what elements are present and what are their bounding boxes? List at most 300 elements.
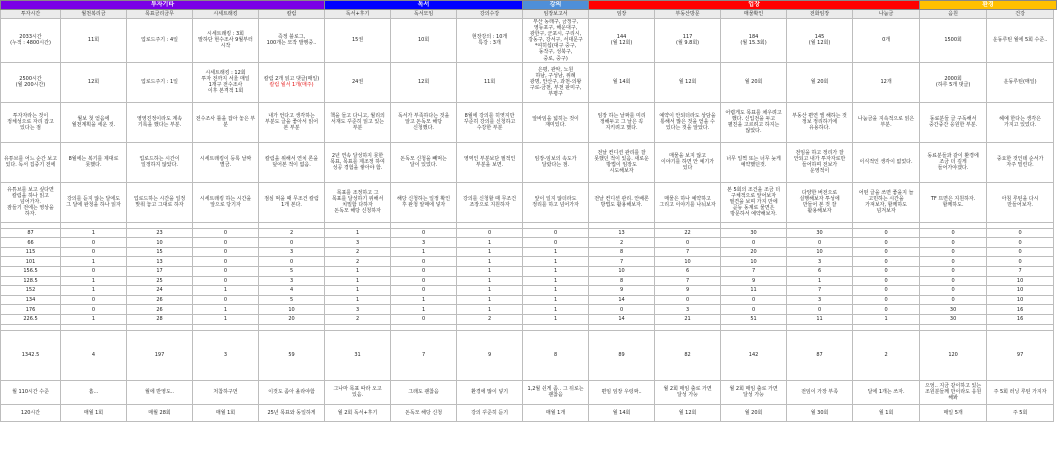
cell[interactable]: 1 xyxy=(325,228,391,238)
cell[interactable]: 144 (월 12회) xyxy=(589,19,655,63)
cell[interactable]: 1 xyxy=(523,267,589,277)
cell[interactable]: 25 xyxy=(127,276,193,286)
cell[interactable]: 시세트래킹 : 3회 말하단 현수조사 9월부터 시작 xyxy=(193,19,259,63)
cell[interactable]: 나눔금을 지속적으로 읽은 부분. xyxy=(853,102,920,142)
cell[interactable]: 0 xyxy=(391,228,457,238)
cell[interactable]: 운동루틴 월에 5회 수준.. xyxy=(987,19,1054,63)
cell[interactable]: 1,2월 쉰게 좀.. 그 뒤로는 괜찮음 xyxy=(523,380,589,404)
cell[interactable]: 120 xyxy=(920,330,987,380)
cell[interactable]: 3 xyxy=(787,295,853,305)
cell[interactable]: 10회 xyxy=(391,19,457,63)
cell[interactable]: 115 xyxy=(1,247,61,257)
cell[interactable]: 2 xyxy=(853,330,920,380)
cell[interactable]: 152 xyxy=(1,286,61,296)
cell[interactable]: 매물을 보지 않고 이야기를 하면 안 예기가 있다 xyxy=(655,142,721,182)
cell[interactable]: 0 xyxy=(61,238,127,248)
cell[interactable]: 117 (월 9.8회) xyxy=(655,19,721,63)
cell[interactable]: 0 xyxy=(391,257,457,267)
cell[interactable]: 0 xyxy=(589,305,655,315)
cell[interactable]: 0 xyxy=(193,257,259,267)
cell[interactable]: 11회 xyxy=(457,62,523,102)
cell[interactable]: 주 5회 러닝 루틴 가지자 xyxy=(987,380,1054,404)
cell[interactable]: 0 xyxy=(853,247,920,257)
cell[interactable]: 0 xyxy=(61,247,127,257)
cell[interactable]: 2년 연속 달성하지 못한 목표, 목표를 제조정 하여 성공 경험을 쌓아야 함. xyxy=(325,142,391,182)
cell[interactable]: 8월에는 복기를 제대로 못했다. xyxy=(61,142,127,182)
cell[interactable]: 10 xyxy=(655,257,721,267)
cell[interactable]: 16 xyxy=(987,305,1054,315)
cell[interactable]: 8 xyxy=(523,330,589,380)
cell[interactable]: 26 xyxy=(127,295,193,305)
cell[interactable]: 15 xyxy=(127,247,193,257)
cell[interactable]: 0 xyxy=(259,238,325,248)
cell[interactable]: 21 xyxy=(655,315,721,325)
cell[interactable]: 184 (월 15.3회) xyxy=(721,19,787,63)
cell[interactable]: 24 xyxy=(127,286,193,296)
cell[interactable]: 1 xyxy=(193,315,259,325)
cell[interactable]: 매월 1회 xyxy=(193,404,259,421)
cell[interactable]: 1 xyxy=(193,305,259,315)
cell[interactable]: 0 xyxy=(61,305,127,315)
cell[interactable]: 영영진정이라도 계속 기록을 했다는 부분. xyxy=(127,102,193,142)
cell[interactable]: 142 xyxy=(721,330,787,380)
cell[interactable]: 1342.5 xyxy=(1,330,61,380)
cell[interactable]: 편임 임장 우렁짜.. xyxy=(589,380,655,404)
cell[interactable]: 주 5회 xyxy=(987,404,1054,421)
cell[interactable]: 0 xyxy=(920,247,987,257)
cell[interactable]: 0 xyxy=(853,286,920,296)
cell[interactable]: 0 xyxy=(193,247,259,257)
cell[interactable]: 20 xyxy=(259,315,325,325)
cell[interactable]: 월 2회 매임 출로 가면 달성 가능 xyxy=(655,380,721,404)
column-header[interactable]: 독서모임 xyxy=(391,10,457,19)
cell[interactable]: 본 5회의 조건을 조금 더 구체적으로 앞어보자 필견을 보며 가지 만에 곧등 동계로 물면은 방문하서 예약해보자. xyxy=(721,182,787,222)
category-header[interactable]: 환경 xyxy=(920,1,1057,10)
cell[interactable]: 0 xyxy=(523,228,589,238)
cell[interactable]: 칼럼을 위해서 연치 론을 덮어본 적이 없음. xyxy=(259,142,325,182)
cell[interactable]: 22 xyxy=(655,228,721,238)
cell[interactable]: 월 2회 독서+후기 xyxy=(325,404,391,421)
cell[interactable]: 1 xyxy=(457,276,523,286)
cell[interactable]: 1500회 xyxy=(920,19,987,63)
cell[interactable]: 업로드하는 시간을 일정 맞춰 놓고 그대로 하자 xyxy=(127,182,193,222)
cell[interactable]: 0 xyxy=(787,305,853,315)
cell[interactable]: 7 xyxy=(655,276,721,286)
cell[interactable]: 8월에 강의를 히엿지만 꾸준히 강의를 신청하고 수강한 부분 xyxy=(457,102,523,142)
cell[interactable]: 1 xyxy=(853,315,920,325)
cell[interactable]: 2 xyxy=(259,228,325,238)
cell[interactable]: 시세트래킹 하는 시간을 앞으로 당기자 xyxy=(193,182,259,222)
cell[interactable]: 해당 신청하는 일정 확인 후 완청 알매에 넣자 xyxy=(391,182,457,222)
cell[interactable]: 3 xyxy=(787,257,853,267)
cell[interactable]: 0 xyxy=(457,228,523,238)
cell[interactable]: 11회 xyxy=(61,19,127,63)
cell[interactable]: 8 xyxy=(589,247,655,257)
cell[interactable]: 은평, 관악, 노원 하남, 구성남, 위례 광명, 안산구, 과천-의왕 구로-금천, 부천 판미구, 부평구 xyxy=(523,62,589,102)
cell[interactable]: 0 xyxy=(920,267,987,277)
cell[interactable]: 시세트래킹 : 12회 투자 전까지 서울 매일 1개구 전수조사 이후 본격적 1회 xyxy=(193,62,259,102)
cell[interactable]: 목표를 조정하고 그 목표를 달성하기 위해서 치밀함 다하자 돈독모 해당 신청하자 xyxy=(325,182,391,222)
cell[interactable]: 운동루틴(매일) xyxy=(987,62,1054,102)
cell[interactable]: 돈독모 해당 신청 xyxy=(391,404,457,421)
cell[interactable]: 흠... xyxy=(61,380,127,404)
cell[interactable]: 10 xyxy=(787,247,853,257)
cell[interactable]: 1 xyxy=(325,267,391,277)
cell[interactable]: 23 xyxy=(127,228,193,238)
cell[interactable]: 24권 xyxy=(325,62,391,102)
cell[interactable]: 30 xyxy=(787,228,853,238)
column-header[interactable]: 건강 xyxy=(987,10,1054,19)
cell[interactable]: 0 xyxy=(987,247,1054,257)
cell[interactable]: 부동산 편연 엘 해하는 것 정보 정리하기에 유용하다. xyxy=(787,102,853,142)
cell[interactable]: 0 xyxy=(987,257,1054,267)
cell[interactable]: 월 2회 매임 출로 가면 달성 가능 xyxy=(721,380,787,404)
cell[interactable]: 12개 xyxy=(853,62,920,102)
cell[interactable]: 1 xyxy=(61,315,127,325)
cell[interactable]: 예약이 안되더라도 상담을 통해서 많은 것을 얻을 수 있다는 것을 알았다. xyxy=(655,102,721,142)
cell[interactable]: 이식적인 생각이 없었다. xyxy=(853,142,920,182)
cell[interactable]: 업로드하는 시간이 일정하지 않았다. xyxy=(127,142,193,182)
cell[interactable]: 3 xyxy=(259,276,325,286)
cell[interactable]: 59 xyxy=(259,330,325,380)
column-header[interactable]: 투자시간 xyxy=(1,10,61,19)
cell[interactable]: 임장 하는 날짜를 미리 정해두고 그 날은 꼭 지키려고 했다. xyxy=(589,102,655,142)
cell[interactable]: 이것도 좀아 올라야함 xyxy=(259,380,325,404)
cell[interactable]: 87 xyxy=(1,228,61,238)
cell[interactable]: 1 xyxy=(523,295,589,305)
cell[interactable]: 돈독모 신청을 빼먹는 달이 있었다. xyxy=(391,142,457,182)
cell[interactable]: 7 xyxy=(721,267,787,277)
cell[interactable]: 2 xyxy=(589,238,655,248)
cell[interactable]: 2 xyxy=(325,315,391,325)
cell[interactable]: 그나마 목표 따라 오고 있음. xyxy=(325,380,391,404)
cell[interactable]: 10 xyxy=(987,295,1054,305)
cell[interactable]: 점심 먹을 때 무조건 칼럼 1개 본다. xyxy=(259,182,325,222)
cell[interactable]: 1 xyxy=(523,286,589,296)
cell[interactable]: 0 xyxy=(853,228,920,238)
cell[interactable]: 0 xyxy=(391,315,457,325)
cell[interactable]: 0 xyxy=(853,257,920,267)
cell[interactable]: 2500시간 (월 200시간) xyxy=(1,62,61,102)
cell[interactable]: 26 xyxy=(127,305,193,315)
cell[interactable]: 월에 반영도.. xyxy=(127,380,193,404)
cell[interactable]: 으엉.. 지금 같이하고 있는 조원분들께 만이라도 응원 해봐 xyxy=(920,380,987,404)
cell[interactable]: 30 xyxy=(920,305,987,315)
cell[interactable]: 동료분들과 같이 환경에 조금 더 깊게 들어가야겠다. xyxy=(920,142,987,182)
cell[interactable]: 1 xyxy=(523,315,589,325)
column-header[interactable]: 월천복리금 xyxy=(61,10,127,19)
cell[interactable]: 매월 1개 xyxy=(523,404,589,421)
cell[interactable]: 14 xyxy=(589,295,655,305)
cell[interactable]: 87 xyxy=(787,330,853,380)
cell[interactable]: 97 xyxy=(987,330,1054,380)
cell[interactable]: 내가 언다고 생각하는 부분도 글을 좋아서 읽어 본 부분 xyxy=(259,102,325,142)
cell[interactable]: 현장강의 : 10개 특강 : 3개 xyxy=(457,19,523,63)
cell[interactable]: 부산 동래구, 금정구, 영등포구, 해운대구, 광한구, 군포시, 구리시, 강동구, 강서구, 서대문구 *여히섭(대구 중구, 동작구, 성북구, 중로, 중구) xyxy=(523,19,589,63)
cell[interactable]: 시세트래킹이 등록 날짜 별금. xyxy=(193,142,259,182)
cell[interactable]: 헤예 한다는 생각은 가지고 있었다. xyxy=(987,102,1054,142)
cell[interactable]: 9 xyxy=(589,286,655,296)
cell[interactable]: 0 xyxy=(920,295,987,305)
cell[interactable]: 영역인 부분보단 필적인 부분을 보면. xyxy=(457,142,523,182)
cell[interactable]: 3 xyxy=(325,238,391,248)
cell[interactable]: 강의를 듣지 않는 달에도 그 달에 완청을 하나 읽자 xyxy=(61,182,127,222)
cell[interactable]: 3 xyxy=(325,305,391,315)
cell[interactable]: 6 xyxy=(655,267,721,277)
cell[interactable]: 0 xyxy=(721,238,787,248)
cell[interactable]: 0 xyxy=(853,305,920,315)
column-header[interactable]: 시세트래킹 xyxy=(193,10,259,19)
cell[interactable]: 어떤 글을 쓰면 좋을지 늘 고민하는 시간을 가져보자, 할께하도 넘겨보자 xyxy=(853,182,920,222)
cell[interactable]: 1 xyxy=(325,286,391,296)
cell[interactable]: 0개 xyxy=(853,19,920,63)
cell[interactable]: 134 xyxy=(1,295,61,305)
cell[interactable]: 월 30회 xyxy=(787,404,853,421)
cell[interactable]: 월 14회 xyxy=(589,62,655,102)
column-header[interactable]: 강의수강 xyxy=(457,10,523,19)
cell[interactable]: 어렵게도 목표를 채우려고 했다. 신입전을 두고 펼친을 고르려고 하지는 않았다. xyxy=(721,102,787,142)
cell[interactable]: 226.5 xyxy=(1,315,61,325)
category-header[interactable]: 업장 xyxy=(589,1,920,10)
cell[interactable]: 1 xyxy=(61,276,127,286)
cell[interactable]: 전수조사 틀을 잡아 놓은 부분 xyxy=(193,102,259,142)
cell[interactable]: 1 xyxy=(523,247,589,257)
cell[interactable]: 0 xyxy=(193,295,259,305)
cell[interactable]: 3 xyxy=(655,305,721,315)
cell[interactable]: 월 12회 xyxy=(655,404,721,421)
column-header[interactable]: 목표금리금무 xyxy=(127,10,193,19)
cell[interactable]: 다양한 버전으로 실행해보자 투성에 만들어 본 것 잘 활용해보자 xyxy=(787,182,853,222)
cell[interactable]: 0 xyxy=(61,295,127,305)
cell[interactable]: 1 xyxy=(325,276,391,286)
cell[interactable]: 3 xyxy=(259,247,325,257)
column-header[interactable]: 독서+후기 xyxy=(325,10,391,19)
cell[interactable]: 너무 일찍 또는 너무 늦게 예약했던것. xyxy=(721,142,787,182)
cell[interactable]: 전날 컨디션 관리. 안배론 방법도 활용해보자. xyxy=(589,182,655,222)
cell[interactable]: 7 xyxy=(787,286,853,296)
cell[interactable]: 25년 목표와 동일하게 xyxy=(259,404,325,421)
cell[interactable]: 0 xyxy=(987,238,1054,248)
cell[interactable]: 월보 첫 얻음에 월천계획을 세운 것. xyxy=(61,102,127,142)
cell[interactable]: 월 20회 xyxy=(787,62,853,102)
cell[interactable]: 2 xyxy=(325,257,391,267)
cell[interactable]: 월 110시간 수준 xyxy=(1,380,61,404)
cell[interactable]: 0 xyxy=(721,305,787,315)
cell[interactable]: 1 xyxy=(787,276,853,286)
cell[interactable]: 10 xyxy=(127,238,193,248)
cell[interactable]: 0 xyxy=(920,276,987,286)
column-header[interactable]: 부동산방문 xyxy=(655,10,721,19)
cell[interactable]: 0 xyxy=(853,267,920,277)
cell[interactable]: TF 뜨면은 지원하자. 할께하도. xyxy=(920,182,987,222)
cell[interactable]: 0 xyxy=(193,228,259,238)
cell[interactable]: 89 xyxy=(589,330,655,380)
cell[interactable]: 0 xyxy=(920,286,987,296)
cell[interactable]: 1 xyxy=(457,295,523,305)
cell[interactable]: 1 xyxy=(457,305,523,315)
cell[interactable]: 101 xyxy=(1,257,61,267)
cell[interactable]: 0 xyxy=(193,276,259,286)
cell[interactable]: 월 14회 xyxy=(589,404,655,421)
cell[interactable]: 7 xyxy=(655,247,721,257)
cell[interactable]: 82 xyxy=(655,330,721,380)
cell[interactable]: 0 xyxy=(721,295,787,305)
column-header[interactable]: 칼럼 xyxy=(259,10,325,19)
cell[interactable]: 30 xyxy=(920,315,987,325)
cell[interactable]: 1 xyxy=(391,247,457,257)
cell[interactable]: 8 xyxy=(589,276,655,286)
cell[interactable]: 1 xyxy=(325,295,391,305)
cell[interactable]: 매물은 하나 예약하고 그리고 이야기를 나눠보자 xyxy=(655,182,721,222)
cell[interactable]: 2000회 (하루 5개 댓글) xyxy=(920,62,987,102)
cell[interactable]: 176 xyxy=(1,305,61,315)
cell[interactable]: 아침 루틴을 다시 만들어보자. xyxy=(987,182,1054,222)
cell[interactable]: 유튜브를 어느 순간 보고 있다. 독서 집중기 전에 xyxy=(1,142,61,182)
cell[interactable]: 매월 1회 xyxy=(61,404,127,421)
cell[interactable]: 칼럼 2개 읽고 댓글(매일) 칼럼 월서 1개(매주) xyxy=(259,62,325,102)
cell[interactable]: 12회 xyxy=(391,62,457,102)
column-header[interactable]: 임장보고서 xyxy=(523,10,589,19)
cell[interactable]: 환경에 많이 넣기 xyxy=(457,380,523,404)
column-header[interactable]: 임장 xyxy=(589,10,655,19)
cell[interactable]: 0 xyxy=(193,238,259,248)
cell[interactable]: 월 12회 xyxy=(655,62,721,102)
cell[interactable]: 0 xyxy=(853,295,920,305)
cell[interactable]: 0 xyxy=(61,267,127,277)
cell[interactable]: 120시간 xyxy=(1,404,61,421)
cell[interactable]: 월 20회 xyxy=(721,62,787,102)
cell[interactable]: 128.5 xyxy=(1,276,61,286)
cell[interactable]: 업로드주기 : 4일 xyxy=(127,19,193,63)
cell[interactable]: 20 xyxy=(721,247,787,257)
cell[interactable]: 중요한 것인데 순서가 자주 밀린다. xyxy=(987,142,1054,182)
cell[interactable]: 유튜브를 보고 싶다면 칼럼을 하나 읽고 넘어가자. 잠들기 전에는 영상을 하자. xyxy=(1,182,61,222)
category-header[interactable]: 독서 xyxy=(325,1,523,10)
column-header[interactable]: 나눔금 xyxy=(853,10,920,19)
cell[interactable]: 17 xyxy=(127,267,193,277)
cell[interactable]: 1 xyxy=(61,286,127,296)
cell[interactable]: 10 xyxy=(589,267,655,277)
cell[interactable]: 11 xyxy=(787,315,853,325)
cell[interactable]: 4 xyxy=(61,330,127,380)
cell[interactable]: 전임이 가장 부족 xyxy=(787,380,853,404)
cell[interactable]: 5 xyxy=(259,295,325,305)
cell[interactable]: 2 xyxy=(325,247,391,257)
cell[interactable]: 전임을 하고 정리가 잘 안되고 내가 투자자로만 들어하며 전보가 운영적이 xyxy=(787,142,853,182)
cell[interactable]: 10 xyxy=(987,286,1054,296)
cell[interactable]: 66 xyxy=(1,238,61,248)
cell[interactable]: 6 xyxy=(787,267,853,277)
cell[interactable]: 1 xyxy=(61,257,127,267)
cell[interactable]: 0 xyxy=(853,238,920,248)
cell[interactable]: 1 xyxy=(523,276,589,286)
cell[interactable]: 3 xyxy=(193,330,259,380)
cell[interactable]: 1 xyxy=(61,228,127,238)
cell[interactable]: 1 xyxy=(457,238,523,248)
cell[interactable]: 앞바임을 넓히는 것이 재미있다. xyxy=(523,102,589,142)
cell[interactable]: 28 xyxy=(127,315,193,325)
cell[interactable]: 156.5 xyxy=(1,267,61,277)
cell[interactable]: 1 xyxy=(457,247,523,257)
cell[interactable]: 5 xyxy=(259,267,325,277)
cell[interactable]: 14 xyxy=(589,315,655,325)
cell[interactable]: 앞이 일지 않더라도 정리를 하고 넘어가자 xyxy=(523,182,589,222)
cell[interactable]: 4 xyxy=(259,286,325,296)
category-header[interactable]: 투자기타 xyxy=(1,1,325,10)
cell[interactable]: 51 xyxy=(721,315,787,325)
cell[interactable]: 10 xyxy=(259,305,325,315)
cell[interactable]: 12회 xyxy=(61,62,127,102)
cell[interactable]: 16 xyxy=(987,315,1054,325)
cell[interactable]: 13 xyxy=(127,257,193,267)
cell[interactable]: 1 xyxy=(457,267,523,277)
cell[interactable]: 강의를 신청할 때 무조건 조장으로 지원하자 xyxy=(457,182,523,222)
cell[interactable]: 10 xyxy=(721,257,787,267)
cell[interactable]: 전날 컨디션 관리를 잘 못했던 적이 있음. 새로운 방법이 임장도 시도해보자 xyxy=(589,142,655,182)
cell[interactable]: 책을 들고 다니고, 월리의 서재도 꾸준히 읽고 있는 부분 xyxy=(325,102,391,142)
cell[interactable]: 동료분들 글 구독해서 중간중간 응원한 부분. xyxy=(920,102,987,142)
cell[interactable]: 7 xyxy=(589,257,655,267)
cell[interactable]: 그래도 괜찮음 xyxy=(391,380,457,404)
cell[interactable]: 임장-임보의 속도가 달랐다는 점. xyxy=(523,142,589,182)
cell[interactable]: 처참하구먼 xyxy=(193,380,259,404)
cell[interactable]: 매월 28회 xyxy=(127,404,193,421)
cell[interactable]: 0 xyxy=(193,267,259,277)
cell[interactable]: 투자자라는 것이 정체성으로 자리 잡고 있다는 점 xyxy=(1,102,61,142)
cell[interactable]: 0 xyxy=(259,257,325,267)
cell[interactable]: 1 xyxy=(193,286,259,296)
cell[interactable]: 1 xyxy=(457,257,523,267)
cell[interactable]: 9 xyxy=(721,276,787,286)
cell[interactable]: 9 xyxy=(457,330,523,380)
cell[interactable]: 15권 xyxy=(325,19,391,63)
cell[interactable]: 0 xyxy=(391,286,457,296)
cell[interactable]: 월 20회 xyxy=(721,404,787,421)
column-header[interactable]: 음원 xyxy=(920,10,987,19)
cell[interactable]: 독서가 부족하다는 것을 알고 돈독모 해당 신청했다. xyxy=(391,102,457,142)
cell[interactable]: 145 (월 12회) xyxy=(787,19,853,63)
cell[interactable]: 0 xyxy=(655,238,721,248)
cell[interactable]: 월 1회 xyxy=(853,404,920,421)
cell[interactable]: 0 xyxy=(920,228,987,238)
cell[interactable]: 0 xyxy=(787,238,853,248)
cell[interactable]: 강의 꾸준히 듣기 xyxy=(457,404,523,421)
cell[interactable]: 10 xyxy=(987,276,1054,286)
cell[interactable]: 0 xyxy=(987,228,1054,238)
column-header[interactable]: 전화임장 xyxy=(787,10,853,19)
cell[interactable]: 1 xyxy=(391,295,457,305)
cell[interactable]: 9 xyxy=(655,286,721,296)
cell[interactable]: 30 xyxy=(721,228,787,238)
cell[interactable]: 즉정 블로그, 100개는 모작 발행중.. xyxy=(259,19,325,63)
cell[interactable]: 달에 1개는 쓰자. xyxy=(853,380,920,404)
cell[interactable]: 3 xyxy=(391,238,457,248)
cell[interactable]: 1 xyxy=(523,305,589,315)
cell[interactable]: 2 xyxy=(457,315,523,325)
cell[interactable]: 2033시간 (누적 : 4800시간) xyxy=(1,19,61,63)
cell[interactable]: 31 xyxy=(325,330,391,380)
cell[interactable]: 0 xyxy=(853,276,920,286)
cell[interactable]: 11 xyxy=(721,286,787,296)
category-header[interactable]: 강의 xyxy=(523,1,589,10)
cell[interactable]: 매일 5개 xyxy=(920,404,987,421)
column-header[interactable]: 매물확인 xyxy=(721,10,787,19)
cell[interactable]: 1 xyxy=(457,286,523,296)
cell[interactable]: 0 xyxy=(391,276,457,286)
cell[interactable]: 7 xyxy=(987,267,1054,277)
cell[interactable]: 13 xyxy=(589,228,655,238)
cell[interactable]: 197 xyxy=(127,330,193,380)
